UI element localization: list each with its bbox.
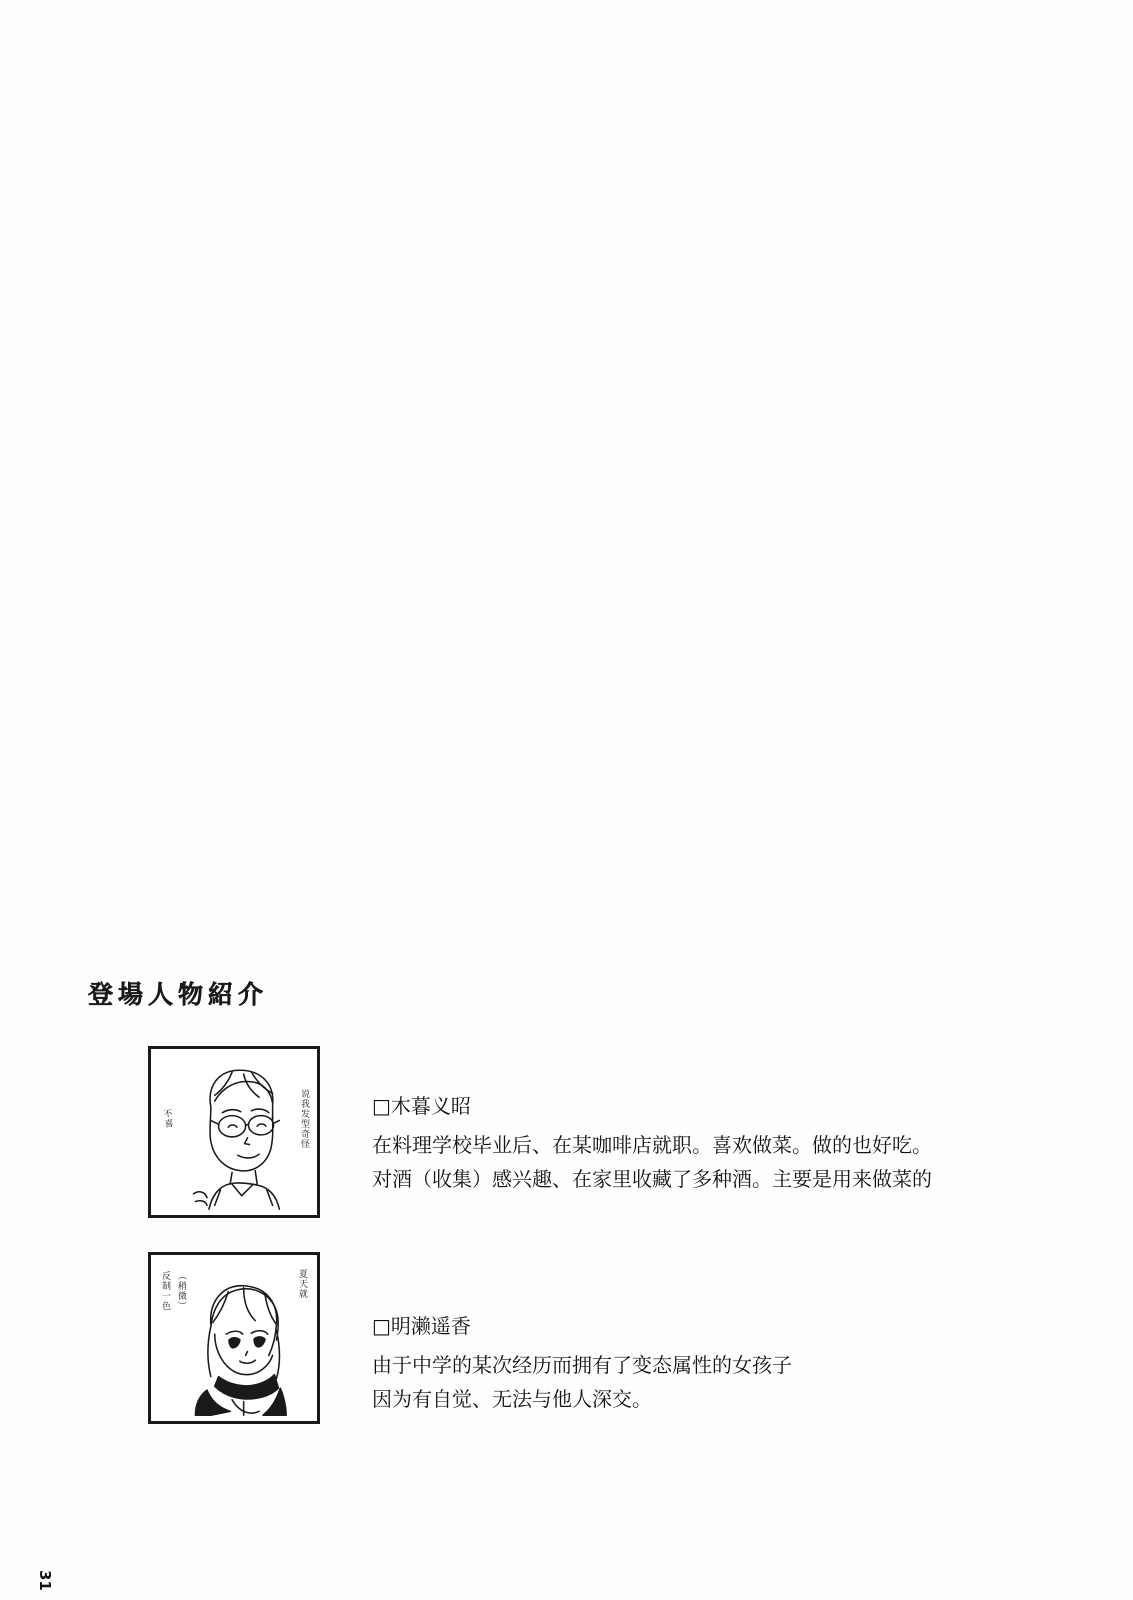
character-line: 由于中学的某次经历而拥有了变态属性的女孩子 — [372, 1353, 792, 1377]
section-heading: 登場人物紹介 — [88, 980, 269, 1009]
page-number: 31 — [36, 1570, 54, 1591]
character-line: 对酒（收集）感兴趣、在家里收藏了多种酒。主要是用来做菜的 — [372, 1167, 932, 1191]
character-description — [372, 1046, 932, 1196]
man-with-glasses-portrait — [148, 1046, 320, 1218]
character-name: □明濑遥香 — [372, 1314, 471, 1338]
portrait-note: 说我发型奇怪 — [299, 1089, 309, 1149]
character-entry — [148, 1046, 932, 1218]
girl-with-scarf-portrait — [148, 1252, 320, 1424]
portrait-note: 反制一色 — [160, 1271, 170, 1311]
character-description — [372, 1252, 792, 1416]
character-entry — [148, 1252, 792, 1424]
portrait-note: （稍微） — [176, 1271, 186, 1311]
character-name: □木暮义昭 — [372, 1094, 471, 1118]
character-line: 在料理学校毕业后、在某咖啡店就职。喜欢做菜。做的也好吃。 — [372, 1133, 932, 1157]
character-line: 因为有自觉、无法与他人深交。 — [372, 1387, 652, 1411]
portrait-note: 不喜 — [160, 1108, 174, 1130]
portrait-note: 夏天就 — [297, 1269, 307, 1299]
